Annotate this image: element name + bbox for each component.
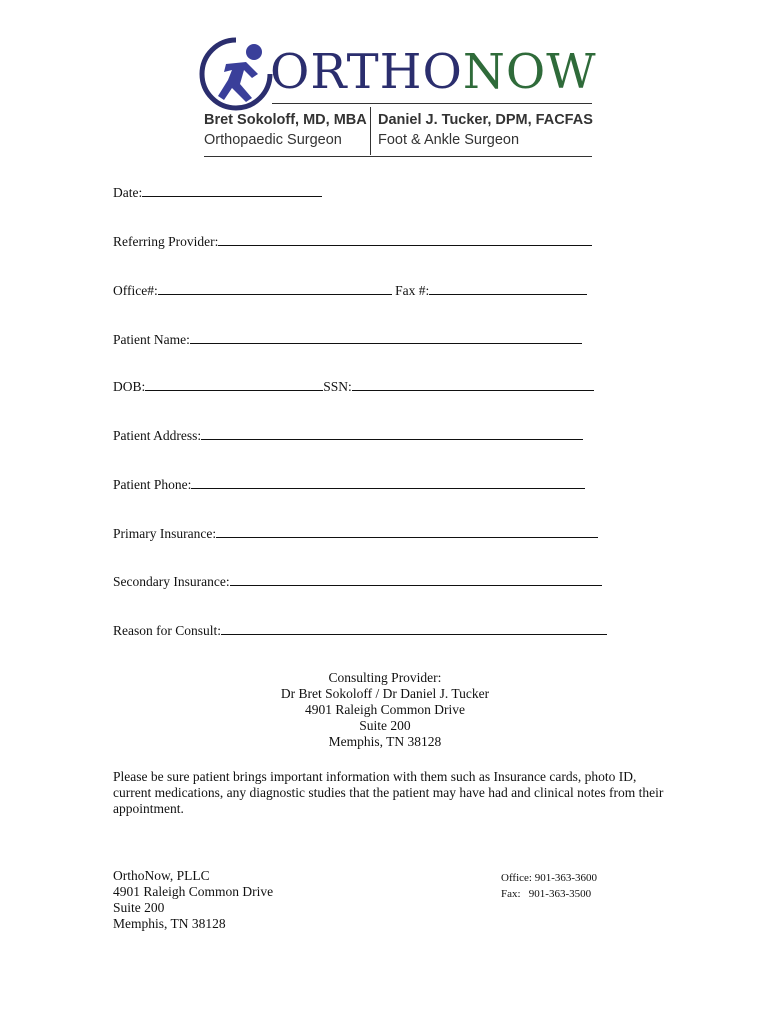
patient-phone-field	[113, 476, 585, 493]
reason-field	[113, 622, 607, 639]
patient-name-label: Patient Name:	[113, 332, 190, 347]
orthonow-figure-icon	[196, 34, 276, 114]
fax-blank[interactable]	[429, 282, 587, 295]
fax-label: Fax #:	[395, 283, 430, 298]
referring-provider-label: Referring Provider:	[113, 234, 219, 249]
patient-name-field	[113, 331, 582, 348]
consulting-city: Memphis, TN 38128	[328, 734, 442, 749]
patient-phone-blank[interactable]	[191, 476, 585, 489]
consulting-suite: Suite 200	[359, 718, 411, 733]
office-blank[interactable]	[158, 282, 392, 295]
ssn-label: SSN:	[323, 379, 352, 394]
referring-provider-field	[113, 233, 592, 250]
primary-insurance-label: Primary Insurance:	[113, 526, 217, 541]
office-fax-field	[113, 282, 587, 299]
logo-now-text: NOW	[462, 44, 597, 100]
doctor2-name: Daniel J. Tucker, DPM, FACFAS	[378, 112, 593, 128]
doctor2-title: Foot & Ankle Surgeon	[378, 132, 520, 148]
referring-provider-blank[interactable]	[218, 233, 592, 246]
ssn-blank[interactable]	[352, 378, 594, 391]
dob-blank[interactable]	[145, 378, 323, 391]
logo-ortho-text: ORTHO	[270, 44, 463, 100]
consulting-provider-block	[0, 670, 770, 750]
date-field	[113, 184, 322, 201]
primary-insurance-blank[interactable]	[216, 525, 598, 538]
consulting-heading: Consulting Provider:	[328, 670, 442, 685]
office-label: Office#:	[113, 283, 158, 298]
logo-wordmark	[270, 44, 597, 100]
consulting-address: 4901 Raleigh Common Drive	[304, 702, 466, 717]
secondary-insurance-label: Secondary Insurance:	[113, 574, 230, 589]
footer-suite: Suite 200	[113, 900, 165, 915]
logo-divider-vertical	[370, 107, 371, 155]
patient-phone-label: Patient Phone:	[113, 477, 192, 492]
date-label: Date:	[113, 185, 143, 200]
patient-address-label: Patient Address:	[113, 428, 202, 443]
logo-divider-bottom	[204, 156, 592, 157]
logo-divider-top	[272, 103, 592, 104]
patient-address-field	[113, 427, 583, 444]
doctor1-name: Bret Sokoloff, MD, MBA	[204, 112, 367, 128]
consulting-doctors: Dr Bret Sokoloff / Dr Daniel J. Tucker	[280, 686, 490, 701]
orthonow-logo	[196, 34, 596, 164]
reason-label: Reason for Consult:	[113, 623, 221, 638]
footer-city: Memphis, TN 38128	[113, 916, 226, 931]
footer-contact-block	[501, 870, 597, 902]
primary-insurance-field	[113, 525, 598, 542]
dob-label: DOB:	[113, 379, 146, 394]
secondary-insurance-field	[113, 573, 602, 590]
footer-company: OrthoNow, PLLC	[113, 868, 210, 883]
reason-blank[interactable]	[221, 622, 607, 635]
patient-name-blank[interactable]	[190, 331, 582, 344]
footer-office-phone: Office: 901-363-3600	[501, 872, 598, 884]
date-blank[interactable]	[142, 184, 322, 197]
footer-address: 4901 Raleigh Common Drive	[113, 884, 274, 899]
footer-fax: Fax: 901-363-3500	[501, 888, 592, 900]
dob-ssn-field	[113, 378, 594, 395]
footer-address-block	[113, 868, 273, 932]
patient-address-blank[interactable]	[201, 427, 583, 440]
patient-notice: Please be sure patient brings important information with them such as Insurance cards, photo ID, current medications, any diagnostic studies that the patient may have had and clinical notes from their appointment.	[113, 769, 664, 816]
doctor1-title: Orthopaedic Surgeon	[204, 132, 342, 148]
secondary-insurance-blank[interactable]	[230, 573, 602, 586]
